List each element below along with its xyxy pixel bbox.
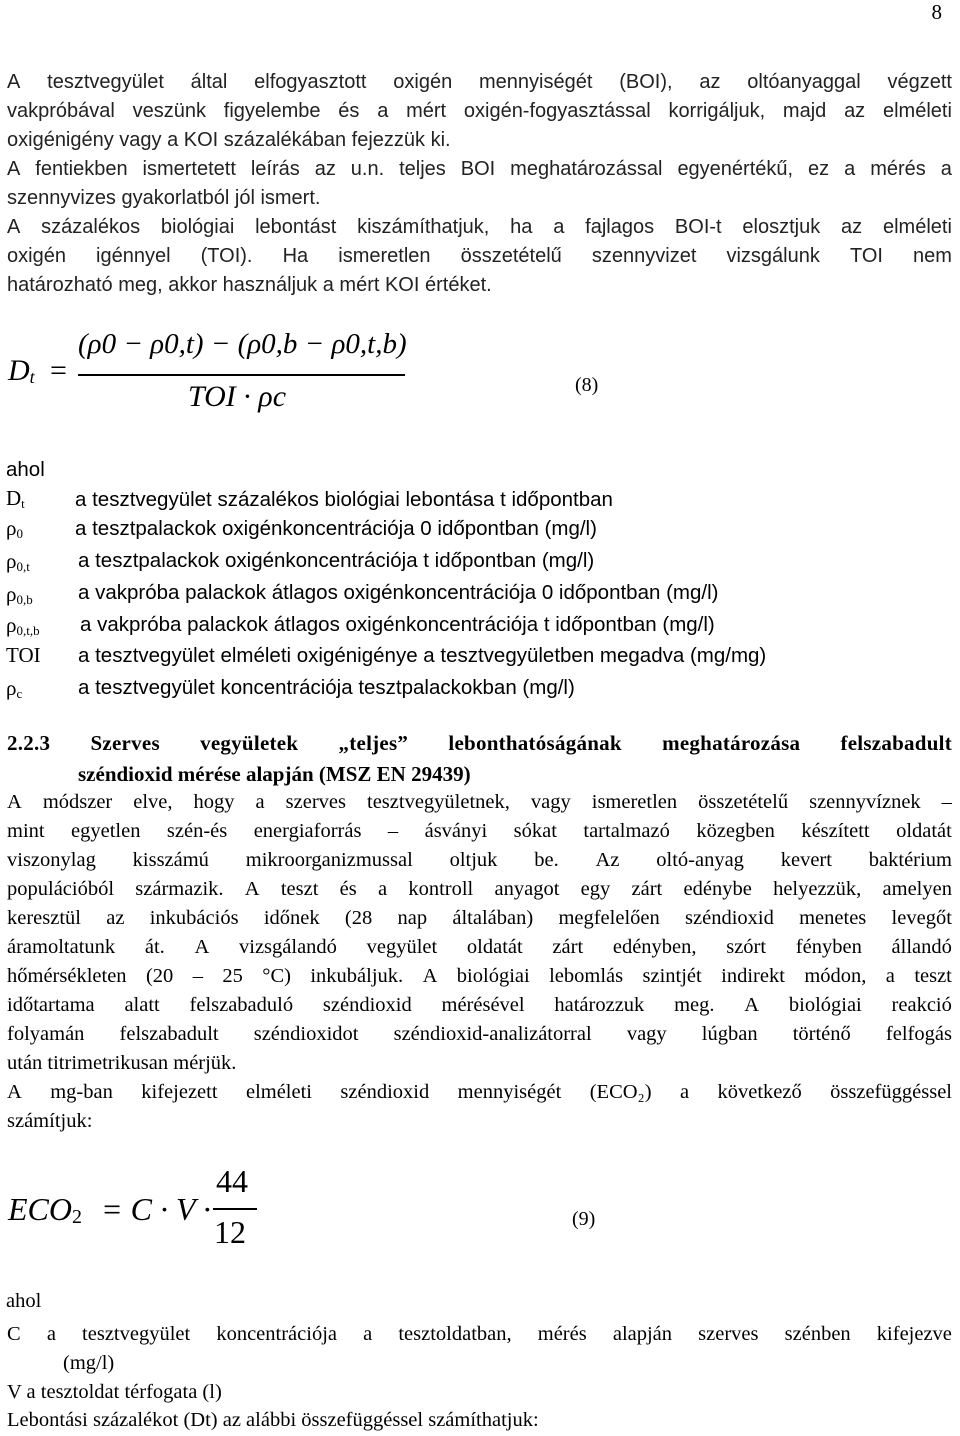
def-symbol: TOI <box>6 643 41 667</box>
eq9-fraction-bar <box>213 1208 257 1210</box>
page-number: 8 <box>931 0 942 24</box>
eq9-rhs: = C · V · <box>101 1191 211 1227</box>
text-line: A mg-ban kifejezett elméleti széndioxid mennyiségét (ECO₂) a következő összefüggéssel <box>7 1081 952 1103</box>
text-line: oxigén igénnyel (TOI). Ha ismeretlen összetételű szennyvizet vizsgálunk TOI nem <box>7 245 952 267</box>
text-line: időtartama alatt felszabaduló széndioxid mérésével határozzuk meg. A biológiai reakció <box>7 994 952 1016</box>
heading-line: széndioxid mérése alapján (MSZ EN 29439) <box>78 762 471 786</box>
def-text: a vakpróba palackok átlagos oxigénkoncentrációja t időpontban (mg/l) <box>80 613 715 636</box>
def-v-line: V a tesztoldat térfogata (l) <box>7 1381 222 1403</box>
ahol-label: ahol <box>6 458 45 481</box>
def-text: a tesztvegyület elméleti oxigénigénye a tesztvegyületben megadva (mg/mg) <box>78 644 767 667</box>
text-line: A módszer elve, hogy a szerves tesztvegyületnek, vagy ismeretlen összetételű szennyvíznek – <box>7 791 952 813</box>
text-line: A fentiekben ismertetett leírás az u.n. teljes BOI meghatározással egyenértékű, ez a mérés a <box>7 158 952 180</box>
def-text: a tesztvegyület százalékos biológiai lebontása t időpontban <box>75 488 613 511</box>
text-line: határozható meg, akkor használjuk a mért KOI értéket. <box>7 274 492 296</box>
text-line: hőmérsékleten (20 – 25 °C) inkubáljuk. A biológiai lebomlás szintjét indirekt módon, a teszt <box>7 965 952 987</box>
eq8-lhs: $D_t$ <box>8 354 35 387</box>
text-line: viszonylag kisszámú mikroorganizmussal oltjuk be. Az oltó-anyag kevert baktérium <box>7 849 952 871</box>
text-line: A tesztvegyület által elfogyasztott oxigén mennyiségét (BOI), az oltóanyaggal végzett <box>7 71 952 93</box>
text-line: mint egyetlen szén-és energiaforrás – ásványi sókat tartalmazó közegben készített oldatát <box>7 820 952 842</box>
text-line: A százalékos biológiai lebontást kiszámíthatjuk, ha a fajlagos BOI-t elosztjuk az elméleti <box>7 216 952 238</box>
def-symbol: $\rho_{0,b}$ <box>6 582 33 607</box>
text-line: Lebontási százalékot (Dt) az alábbi összefüggéssel számíthatjuk: <box>7 1409 539 1431</box>
def-symbol: $\rho_{0,t,b}$ <box>6 613 40 638</box>
def-text: a tesztpalackok oxigénkoncentrációja t időpontban (mg/l) <box>78 549 595 572</box>
heading-line: 2.2.3 Szerves vegyületek „teljes” lebonthatóságának meghatározása felszabadult <box>7 731 952 755</box>
text-line: áramoltatunk át. A vizsgálandó vegyület oldatát zárt edényben, szórt fényben állandó <box>7 936 952 958</box>
eq9-numerator: 44 <box>216 1163 248 1199</box>
text-line: keresztül az inkubációs időnek (28 nap általában) megfelelően széndioxid menetes levegőt <box>7 907 952 929</box>
text-line: után titrimetrikusan mérjük. <box>7 1052 237 1074</box>
text-line: folyamán felszabadult széndioxidot széndioxid-analizátorral vagy lúgban történő felfogás <box>7 1023 952 1045</box>
eq8-equals: = <box>50 354 67 387</box>
def-text: a vakpróba palackok átlagos oxigénkoncentrációja 0 időpontban (mg/l) <box>78 581 719 604</box>
eq9-number: (9) <box>572 1208 596 1230</box>
eq8-number: (8) <box>575 374 599 396</box>
text-line: számítjuk: <box>7 1110 93 1132</box>
def-symbol: $\rho_{0,t}$ <box>6 549 30 574</box>
text-line: oxigénigény vagy a KOI százalékában fejezzük ki. <box>7 129 451 151</box>
def-symbol: $\rho_c$ <box>6 676 23 701</box>
def-c-line: C a tesztvegyület koncentrációja a tesztoldatban, mérés alapján szerves szénben kifejezve <box>7 1323 952 1345</box>
text-line: szennyvizes gyakorlatból jól ismert. <box>7 187 321 209</box>
text-line: vakpróbával veszünk figyelembe és a mért oxigén-fogyasztással korrigáljuk, majd az elméleti <box>7 100 952 122</box>
eq8-fraction-bar <box>78 374 405 376</box>
def-text: a tesztpalackok oxigénkoncentrációja 0 időpontban (mg/l) <box>75 517 597 540</box>
def-c-line: (mg/l) <box>63 1352 115 1374</box>
def-text: a tesztvegyület koncentrációja tesztpalackokban (mg/l) <box>78 676 575 699</box>
eq8-denominator: TOI · ρc <box>188 380 287 413</box>
def-symbol: $D_t$ <box>6 486 25 511</box>
eq9-denominator: 12 <box>214 1214 246 1250</box>
eq9-lhs: $ECO_2$ <box>8 1191 82 1228</box>
eq8-numerator: (ρ0 − ρ0,t) − (ρ0,b − ρ0,t,b) <box>78 328 407 360</box>
def-symbol: $\rho_0$ <box>6 516 23 541</box>
ahol-label: ahol <box>6 1290 42 1312</box>
text-line: populációból származik. A teszt és a kontroll anyagot egy zárt edénybe helyezzük, amelyen <box>7 878 952 900</box>
